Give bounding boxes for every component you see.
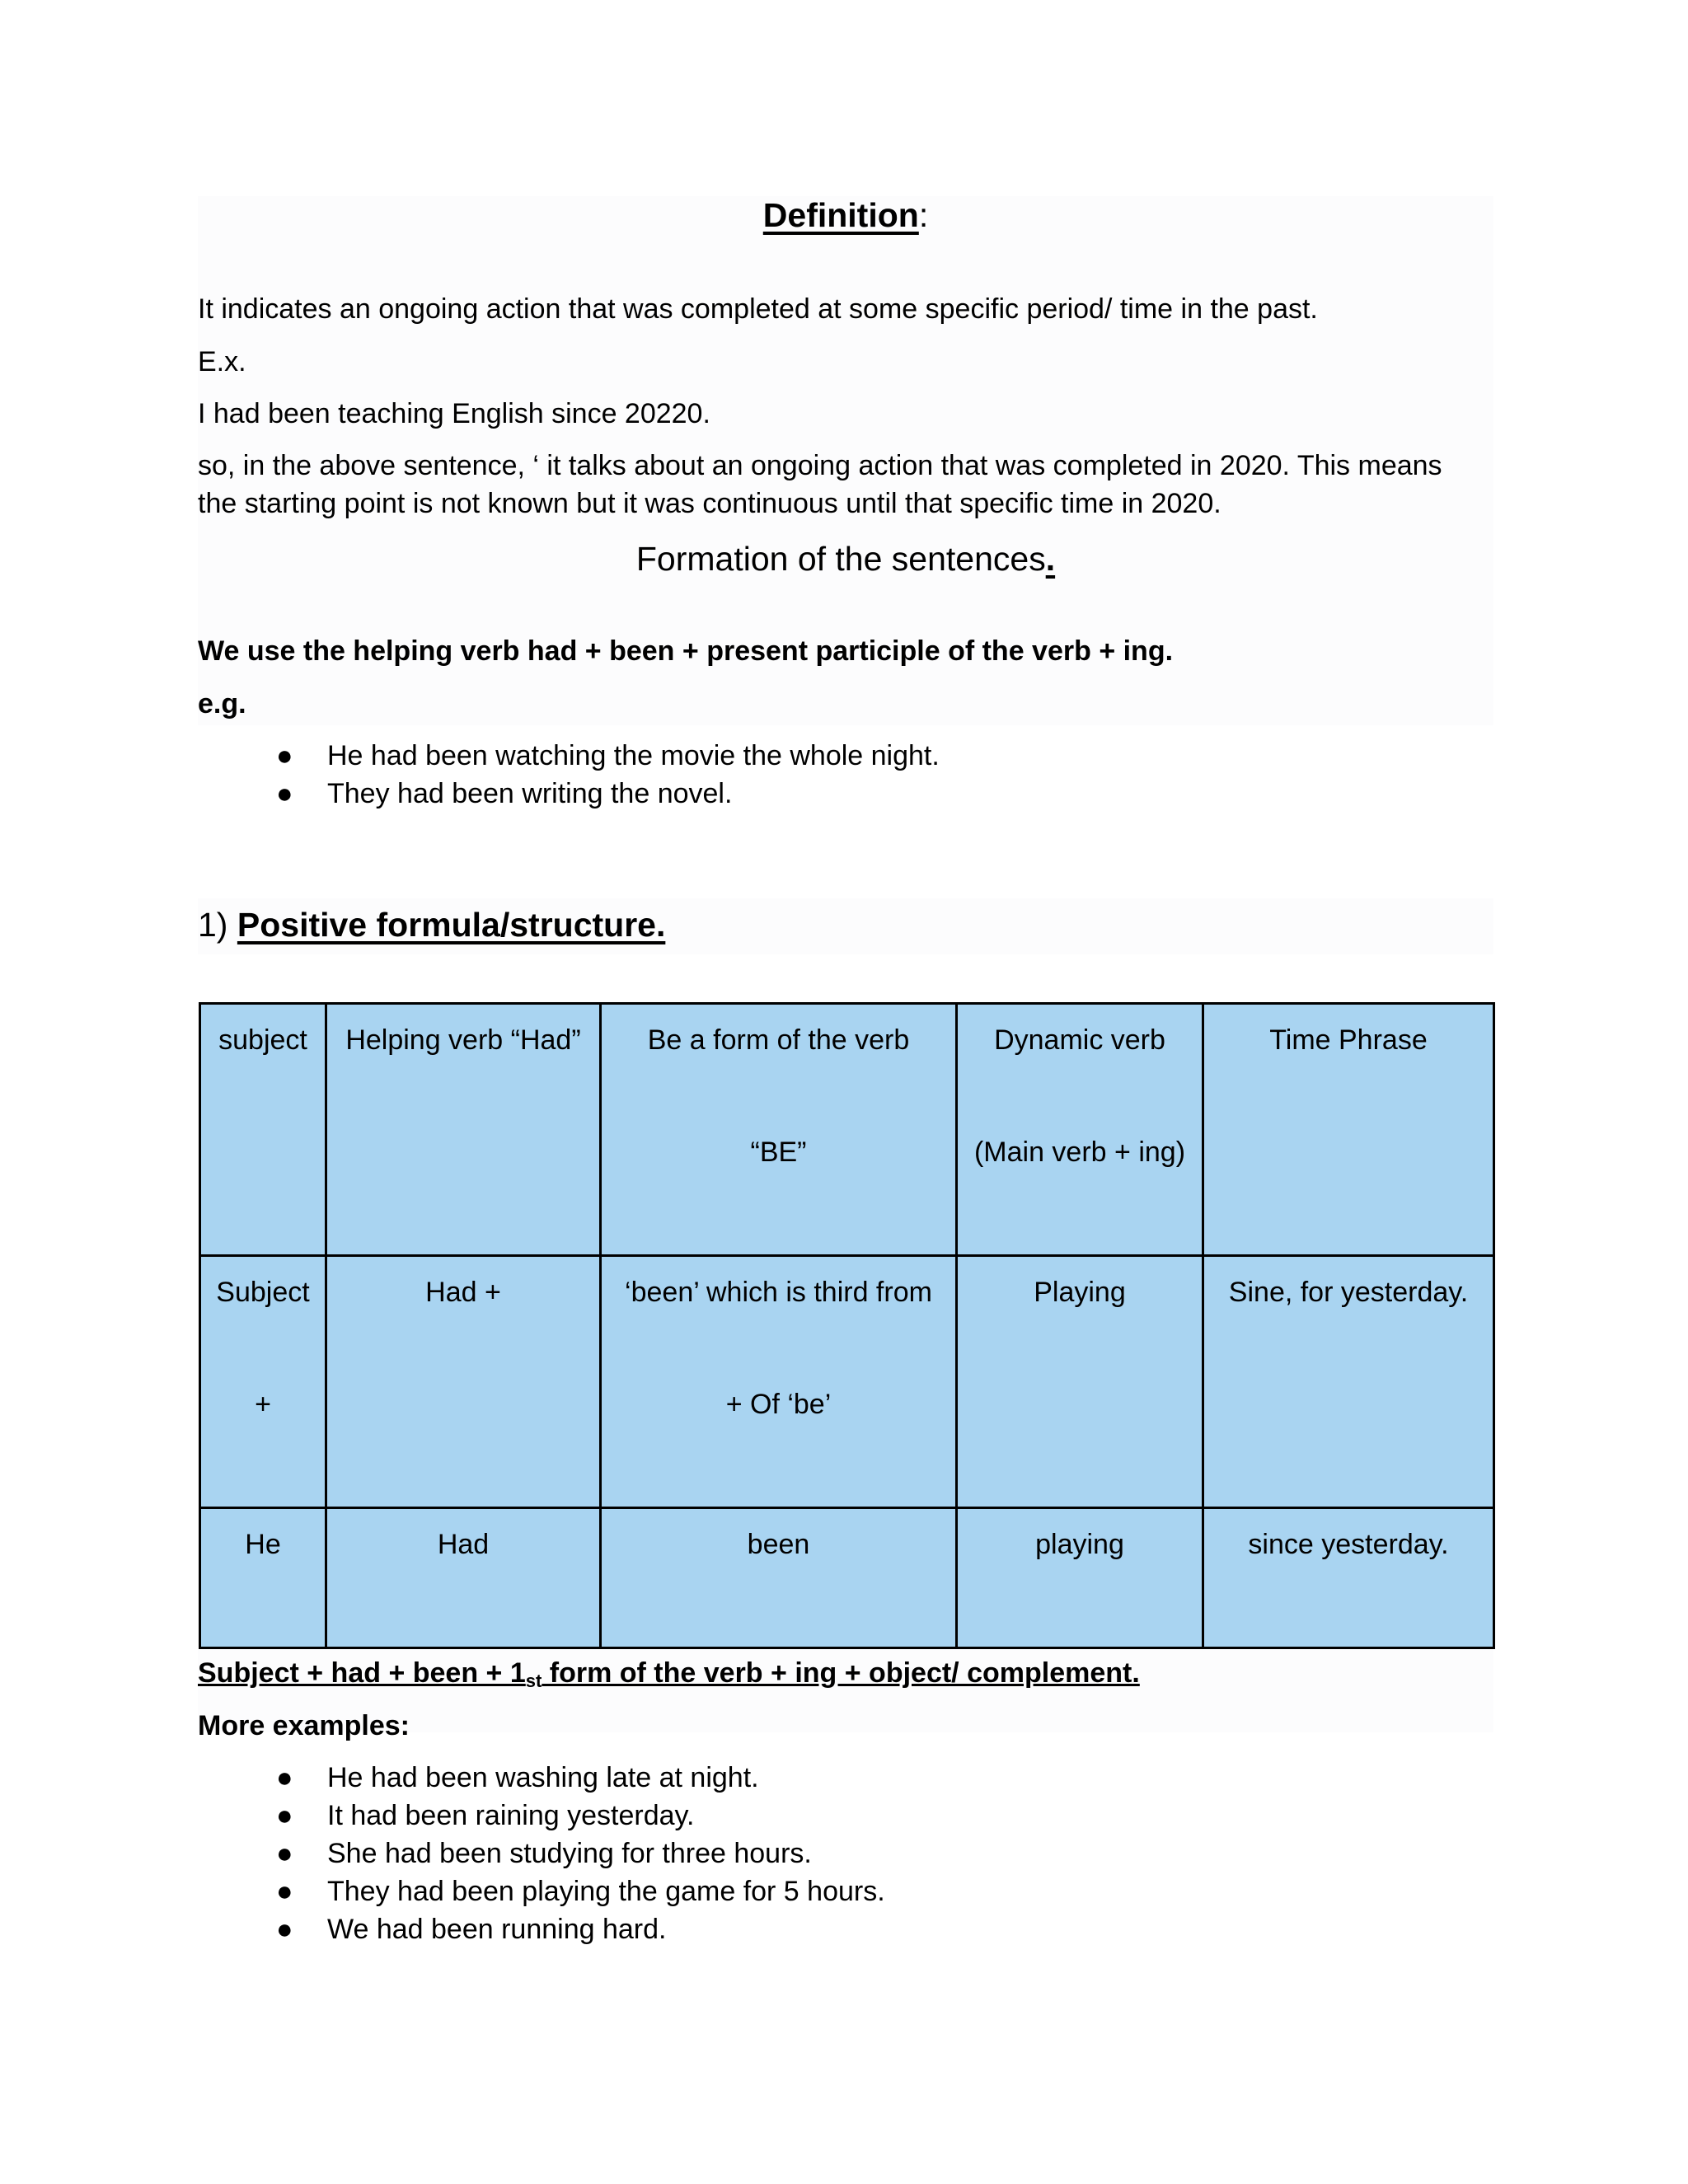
cell-line-1: Helping verb “Had” [345, 1024, 581, 1056]
more-examples-label: More examples: [198, 1710, 410, 1741]
list-item: ● They had been writing the novel. [276, 775, 940, 813]
table-row [200, 1256, 1494, 1508]
cell-line-2: (Main verb + ing) [973, 1137, 1186, 1168]
cell-line-1: Be a form of the verb [647, 1024, 910, 1056]
table-cell [957, 1508, 1203, 1648]
positive-number: 1) [198, 906, 228, 944]
list-item: ● He had been washing late at night. [276, 1759, 885, 1797]
table-cell [326, 1004, 601, 1256]
cell-line-1: Dynamic verb [994, 1024, 1165, 1056]
bullet-icon: ● [276, 1914, 293, 1945]
table-cell [1203, 1004, 1494, 1256]
bullet-icon: ● [276, 740, 293, 771]
cell-line-1: been [747, 1529, 810, 1560]
table-cell [1203, 1508, 1494, 1648]
table-cell [1203, 1256, 1494, 1508]
definition-text: It indicates an ongoing action that was completed at some specific period/ time in the past. [198, 293, 1318, 325]
list-item: ● It had been raining yesterday. [276, 1797, 885, 1835]
table-cell [326, 1508, 601, 1648]
formation-heading [198, 538, 1493, 579]
positive-heading [198, 904, 665, 945]
table-cell [601, 1004, 957, 1256]
bullet-icon: ● [276, 1800, 293, 1831]
definition-example: I had been teaching English since 20220. [198, 398, 710, 429]
table-row [200, 1508, 1494, 1648]
list-item: ● She had been studying for three hours. [276, 1835, 885, 1872]
list-item: ● He had been watching the movie the whole night. [276, 737, 940, 775]
cell-line-1: Playing [1034, 1277, 1126, 1308]
cell-line-2: + [255, 1389, 271, 1420]
cell-line-1: He [245, 1529, 281, 1560]
more-examples-list [276, 1759, 885, 1948]
table-cell [326, 1256, 601, 1508]
cell-line-1: Time Phrase [1269, 1024, 1428, 1056]
ex-label: E.x. [198, 346, 246, 377]
bullet-icon: ● [276, 1838, 293, 1869]
table-cell [601, 1256, 957, 1508]
positive-formula: Subject + had + been + $1_{st}$ form of the verb + ing + object/ complement. [198, 1657, 1140, 1691]
list-item: ● We had been running hard. [276, 1910, 885, 1948]
bullet-icon: ● [276, 1876, 293, 1907]
table-cell [957, 1004, 1203, 1256]
list-item: ● They had been playing the game for 5 hours. [276, 1872, 885, 1910]
cell-line-1: playing [1035, 1529, 1124, 1560]
definition-title-suffix: : [918, 196, 929, 234]
formation-title: Formation of the sentences [635, 540, 1046, 578]
table-cell [200, 1508, 326, 1648]
cell-line-1: since yesterday. [1248, 1529, 1449, 1560]
formation-examples-list [276, 737, 940, 813]
cell-line-2: + Of ‘be’ [725, 1389, 832, 1420]
cell-line-2: “BE” [750, 1137, 807, 1168]
bullet-icon: ● [276, 778, 293, 809]
cell-line-1: Sine, for yesterday. [1228, 1277, 1469, 1308]
cell-line-1: ‘been’ which is third from [625, 1277, 932, 1308]
table-cell [601, 1508, 957, 1648]
explanation-line-1: so, in the above sentence, ‘ it talks about an ongoing action that was completed in 2020. This means [198, 450, 1442, 481]
formation-title-suffix: . [1045, 540, 1056, 578]
definition-heading [198, 194, 1493, 236]
explanation-line-2: the starting point is not known but it was continuous until that specific time in 2020. [198, 488, 1221, 519]
positive-title: Positive formula/structure. [237, 906, 666, 944]
table-row [200, 1004, 1494, 1256]
formation-rule: We use the helping verb had + been + present participle of the verb + ing. [198, 635, 1174, 667]
eg-label: e.g. [198, 688, 246, 719]
cell-line-1: Had + [425, 1277, 501, 1308]
cell-line-1: Subject [216, 1277, 310, 1308]
cell-line-1: subject [218, 1024, 307, 1056]
table-cell [200, 1004, 326, 1256]
structure-table [199, 1002, 1495, 1649]
bullet-icon: ● [276, 1762, 293, 1793]
cell-line-1: Had [437, 1529, 490, 1560]
table-cell [957, 1256, 1203, 1508]
definition-title: Definition [762, 196, 919, 234]
table-cell [200, 1256, 326, 1508]
